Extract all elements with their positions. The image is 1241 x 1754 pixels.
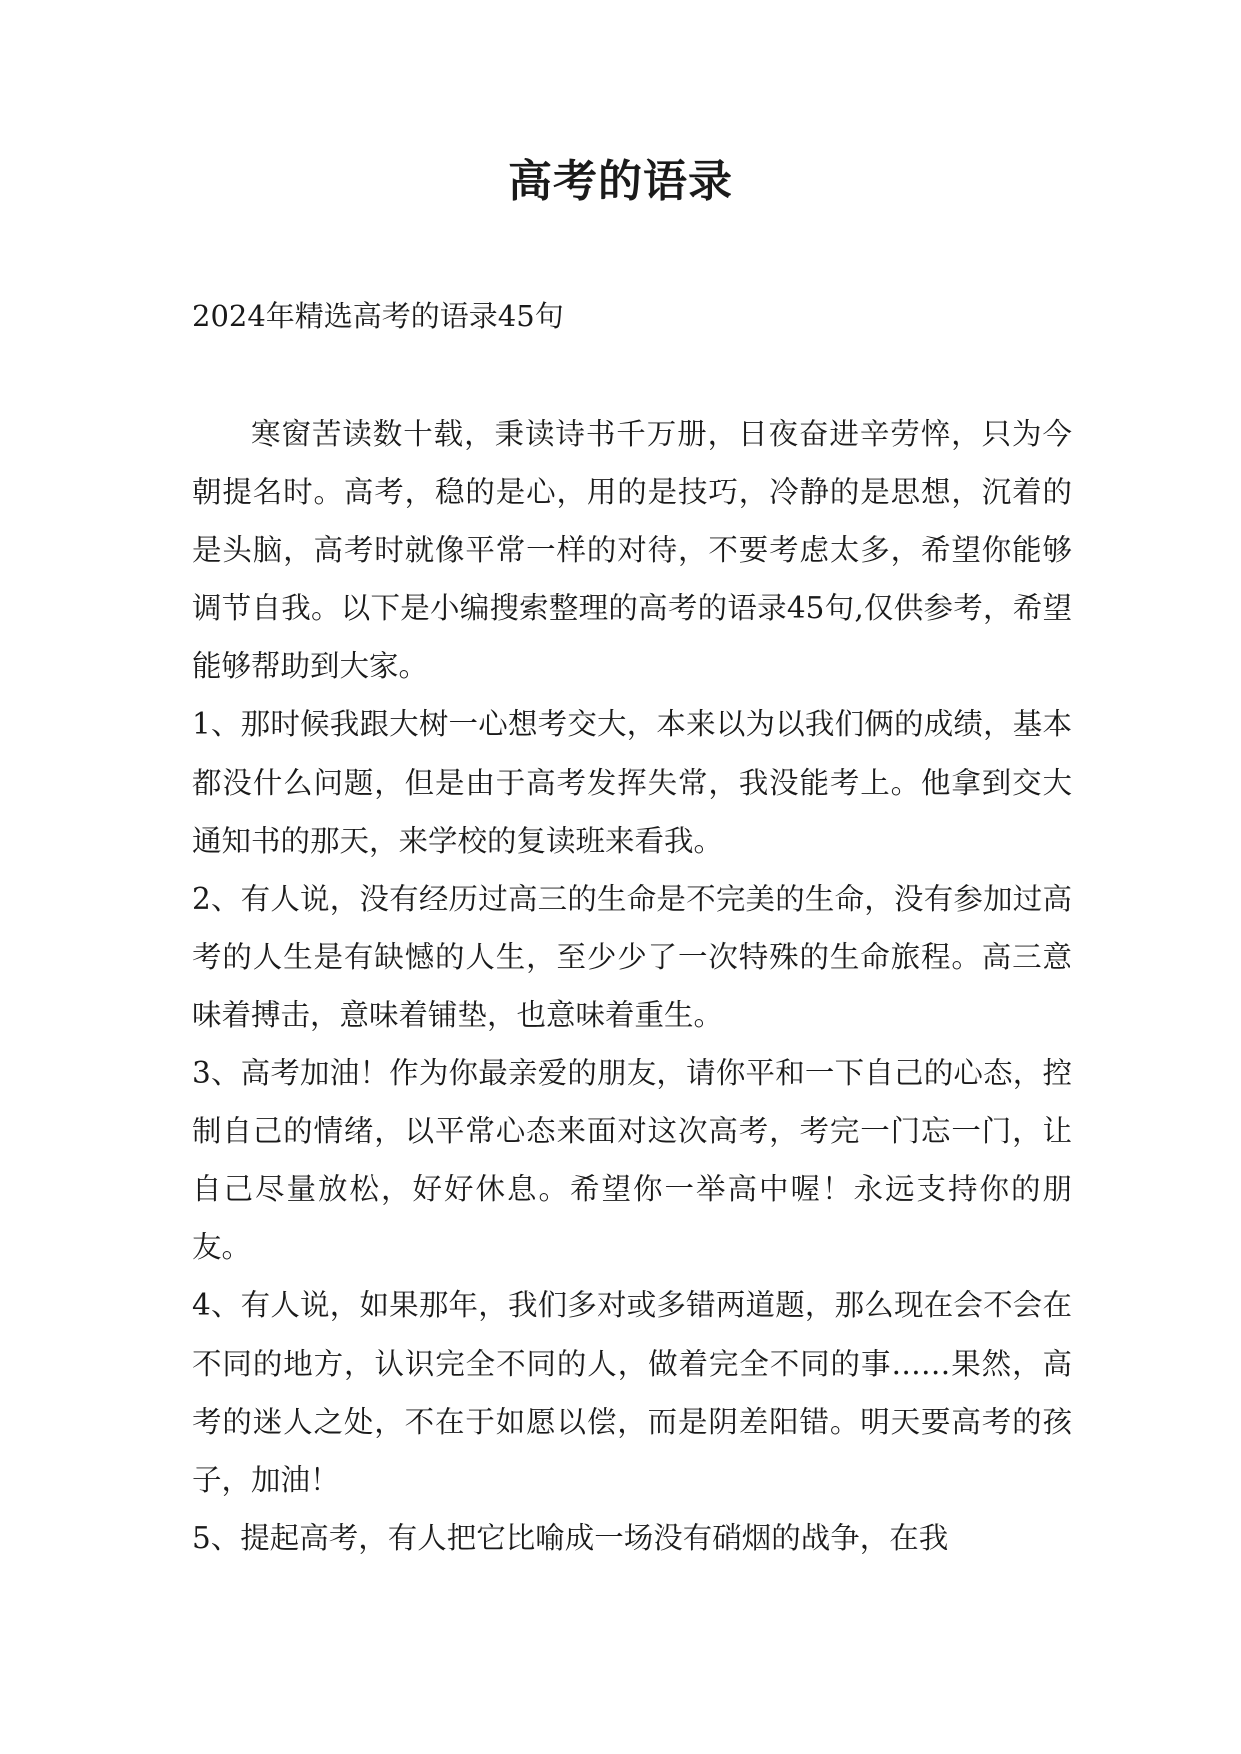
document-subtitle: 2024年精选高考的语录45句 xyxy=(192,299,564,333)
intro-paragraph: 寒窗苦读数十载，秉读诗书千万册，日夜奋进辛劳悴，只为今朝提名时。高考，稳的是心，用的是技巧，冷静的是思想，沉着的是头脑，高考时就像平常一样的对待，不要考虑太多，希望你能够调节自我。以下是小编搜索整理的高考的语录45句,仅供参考，希望能够帮助到大家。 xyxy=(192,417,1072,684)
quote-item-4: 4、有人说，如果那年，我们多对或多错两道题，那么现在会不会在不同的地方，认识完全不同的人，做着完全不同的事……果然，高考的迷人之处，不在于如愿以偿，而是阴差阳错。明天要高考的孩子，加油！ xyxy=(192,1288,1072,1497)
quote-item-2: 2、有人说，没有经历过高三的生命是不完美的生命，没有参加过高考的人生是有缺憾的人生，至少少了一次特殊的生命旅程。高三意味着搏击，意味着铺垫，也意味着重生。 xyxy=(192,881,1072,1032)
quote-item-5: 5、提起高考，有人把它比喻成一场没有硝烟的战争，在我 xyxy=(192,1520,949,1555)
quote-item-3: 3、高考加油！作为你最亲爱的朋友，请你平和一下自己的心态，控制自己的情绪，以平常心态来面对这次高考，考完一门忘一门，让自己尽量放松，好好休息。希望你一举高中喔！永远支持你的朋友。 xyxy=(192,1056,1072,1265)
quote-item-1: 1、那时候我跟大树一心想考交大，本来以为以我们俩的成绩，基本都没什么问题，但是由于高考发挥失常，我没能考上。他拿到交大通知书的那天，来学校的复读班来看我。 xyxy=(192,707,1072,858)
document-body xyxy=(192,405,1072,1567)
document-title: 高考的语录 xyxy=(508,156,733,207)
